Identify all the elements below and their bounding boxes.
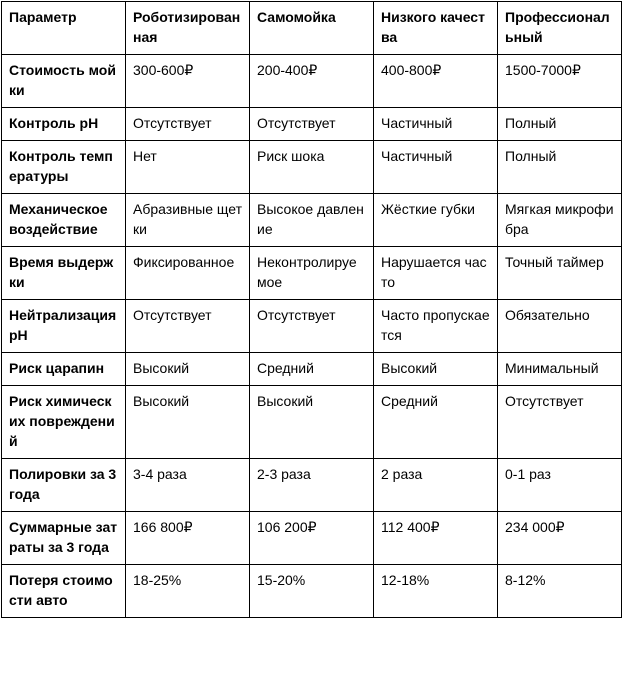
robotic-cell: Высокий	[126, 353, 250, 386]
self-wash-cell: Высокое давление	[250, 194, 374, 247]
professional-cell: Полный	[498, 141, 622, 194]
table-row	[2, 141, 622, 194]
header-cell-robotic: Роботизированная	[126, 2, 250, 55]
robotic-cell: 166 800₽	[126, 512, 250, 565]
low-quality-cell: 12-18%	[374, 565, 498, 618]
low-quality-cell: Частичный	[374, 141, 498, 194]
table-row	[2, 512, 622, 565]
professional-cell: 234 000₽	[498, 512, 622, 565]
robotic-cell: Высокий	[126, 386, 250, 459]
robotic-cell: 18-25%	[126, 565, 250, 618]
header-cell-self-wash: Самомойка	[250, 2, 374, 55]
professional-cell: Мягкая микрофибра	[498, 194, 622, 247]
professional-cell: Отсутствует	[498, 386, 622, 459]
self-wash-cell: Отсутствует	[250, 108, 374, 141]
row-label-cell: Время выдержки	[2, 247, 126, 300]
professional-cell: 1500-7000₽	[498, 55, 622, 108]
professional-cell: Обязательно	[498, 300, 622, 353]
self-wash-cell: Отсутствует	[250, 300, 374, 353]
row-label-cell: Механическое воздействие	[2, 194, 126, 247]
low-quality-cell: 400-800₽	[374, 55, 498, 108]
table-row	[2, 194, 622, 247]
table-header	[2, 2, 622, 55]
row-label-cell: Риск царапин	[2, 353, 126, 386]
table-row	[2, 247, 622, 300]
self-wash-cell: Риск шока	[250, 141, 374, 194]
comparison-table	[1, 1, 622, 618]
professional-cell: Минимальный	[498, 353, 622, 386]
header-cell-parameter: Параметр	[2, 2, 126, 55]
row-label-cell: Полировки за 3 года	[2, 459, 126, 512]
header-cell-professional: Профессиональный	[498, 2, 622, 55]
professional-cell: Точный таймер	[498, 247, 622, 300]
low-quality-cell: Высокий	[374, 353, 498, 386]
row-label-cell: Риск химических повреждений	[2, 386, 126, 459]
table-row	[2, 55, 622, 108]
self-wash-cell: 106 200₽	[250, 512, 374, 565]
robotic-cell: Отсутствует	[126, 300, 250, 353]
low-quality-cell: Жёсткие губки	[374, 194, 498, 247]
self-wash-cell: 200-400₽	[250, 55, 374, 108]
low-quality-cell: 2 раза	[374, 459, 498, 512]
self-wash-cell: 2-3 раза	[250, 459, 374, 512]
row-label-cell: Нейтрализация pH	[2, 300, 126, 353]
table-body	[2, 55, 622, 618]
table-row	[2, 565, 622, 618]
robotic-cell: 300-600₽	[126, 55, 250, 108]
low-quality-cell: 112 400₽	[374, 512, 498, 565]
row-label-cell: Потеря стоимости авто	[2, 565, 126, 618]
table-row	[2, 300, 622, 353]
self-wash-cell: Неконтролируемое	[250, 247, 374, 300]
low-quality-cell: Часто пропускается	[374, 300, 498, 353]
low-quality-cell: Частичный	[374, 108, 498, 141]
table-row	[2, 459, 622, 512]
self-wash-cell: Высокий	[250, 386, 374, 459]
header-cell-low-quality: Низкого качества	[374, 2, 498, 55]
table-row	[2, 353, 622, 386]
robotic-cell: Фиксированное	[126, 247, 250, 300]
row-label-cell: Контроль температуры	[2, 141, 126, 194]
self-wash-cell: Средний	[250, 353, 374, 386]
professional-cell: 8-12%	[498, 565, 622, 618]
row-label-cell: Суммарные затраты за 3 года	[2, 512, 126, 565]
robotic-cell: Нет	[126, 141, 250, 194]
table-row	[2, 108, 622, 141]
low-quality-cell: Нарушается часто	[374, 247, 498, 300]
low-quality-cell: Средний	[374, 386, 498, 459]
self-wash-cell: 15-20%	[250, 565, 374, 618]
professional-cell: Полный	[498, 108, 622, 141]
robotic-cell: 3-4 раза	[126, 459, 250, 512]
robotic-cell: Отсутствует	[126, 108, 250, 141]
professional-cell: 0-1 раз	[498, 459, 622, 512]
robotic-cell: Абразивные щетки	[126, 194, 250, 247]
row-label-cell: Стоимость мойки	[2, 55, 126, 108]
row-label-cell: Контроль pH	[2, 108, 126, 141]
header-row	[2, 2, 622, 55]
table-row	[2, 386, 622, 459]
